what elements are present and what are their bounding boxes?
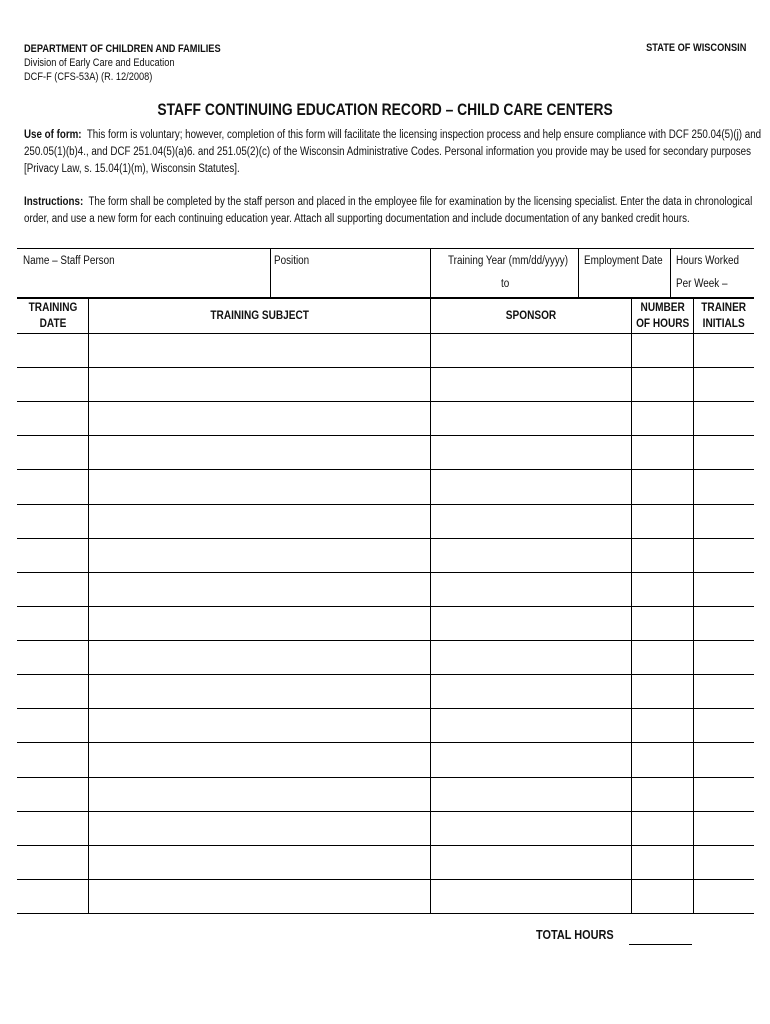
training-year-field[interactable] — [431, 249, 578, 297]
position-label: Position — [274, 255, 310, 267]
department-name: DEPARTMENT OF CHILDREN AND FAMILIES — [24, 43, 221, 55]
hours-worked-label: Hours Worked — [676, 255, 740, 267]
employment-date-field[interactable] — [579, 249, 670, 297]
division-name: Division of Early Care and Education — [24, 57, 175, 69]
table-row[interactable] — [17, 777, 754, 812]
col-training-date: TRAINING DATE — [28, 300, 77, 330]
table-row[interactable] — [17, 333, 754, 367]
table-row[interactable] — [17, 401, 754, 436]
page-title: STAFF CONTINUING EDUCATION RECORD – CHILD CARE CENTERS — [157, 101, 613, 119]
form-header — [24, 42, 746, 84]
table-row[interactable] — [17, 811, 754, 846]
table-row[interactable] — [17, 674, 754, 709]
name-label: Name – Staff Person — [23, 255, 115, 267]
total-hours-input[interactable] — [629, 944, 692, 945]
table-row[interactable] — [17, 742, 754, 777]
table-row[interactable] — [17, 538, 754, 573]
table-row[interactable] — [17, 879, 754, 914]
table-row[interactable] — [17, 435, 754, 470]
use-of-form-label: Use of form: — [24, 129, 82, 141]
table-row[interactable] — [17, 640, 754, 675]
state-name: STATE OF WISCONSIN — [645, 42, 746, 54]
name-field[interactable] — [17, 249, 270, 297]
training-year-label: Training Year (mm/dd/yyyy) — [448, 255, 569, 267]
position-field[interactable] — [271, 249, 430, 297]
table-row[interactable] — [17, 367, 754, 402]
table-row[interactable] — [17, 845, 754, 880]
per-week-label: Per Week – — [676, 278, 728, 290]
staff-info-row — [17, 248, 754, 299]
use-of-form-text: This form is voluntary; however, completion of this form will facilitate the licensing inspection process and help ensure compliance with DCF 250.04(5)(j) and 250.05(1)(b)4., and DCF 251.04(5)(a)6. and 251.05(2)(c) of the Wisconsin Administrative Codes. Personal information you provide may be used for secondary purposes [Privacy Law, s. 15.04(1)(m), Wisconsin Statutes]. — [24, 129, 762, 175]
table-row[interactable] — [17, 708, 754, 743]
table-row[interactable] — [17, 469, 754, 504]
instructions-label: Instructions: — [24, 196, 84, 208]
col-sponsor: SPONSOR — [505, 308, 557, 322]
total-hours-label: TOTAL HOURS — [536, 927, 614, 942]
table-row[interactable] — [17, 572, 754, 607]
form-number: DCF-F (CFS-53A) (R. 12/2008) — [24, 71, 153, 83]
table-row[interactable] — [17, 606, 754, 641]
hours-worked-field[interactable] — [671, 249, 754, 297]
col-trainer-initials: TRAINER INITIALS — [701, 300, 747, 330]
table-row[interactable] — [17, 504, 754, 539]
instructions-paragraph — [24, 194, 770, 228]
training-year-to: to — [501, 278, 510, 290]
use-of-form-paragraph — [24, 127, 770, 178]
table-header — [17, 297, 754, 334]
col-number-of-hours: NUMBER OF HOURS — [635, 300, 690, 330]
employment-date-label: Employment Date — [584, 255, 663, 267]
col-training-subject: TRAINING SUBJECT — [210, 308, 309, 322]
instructions-text: The form shall be completed by the staff person and placed in the employee file for examination by the licensing specialist. Enter the data in chronological order, and use a new form for each continuing education year. Attach all supporting documentation and include documentation of any banked credit hours. — [24, 196, 753, 225]
training-table — [17, 297, 754, 914]
